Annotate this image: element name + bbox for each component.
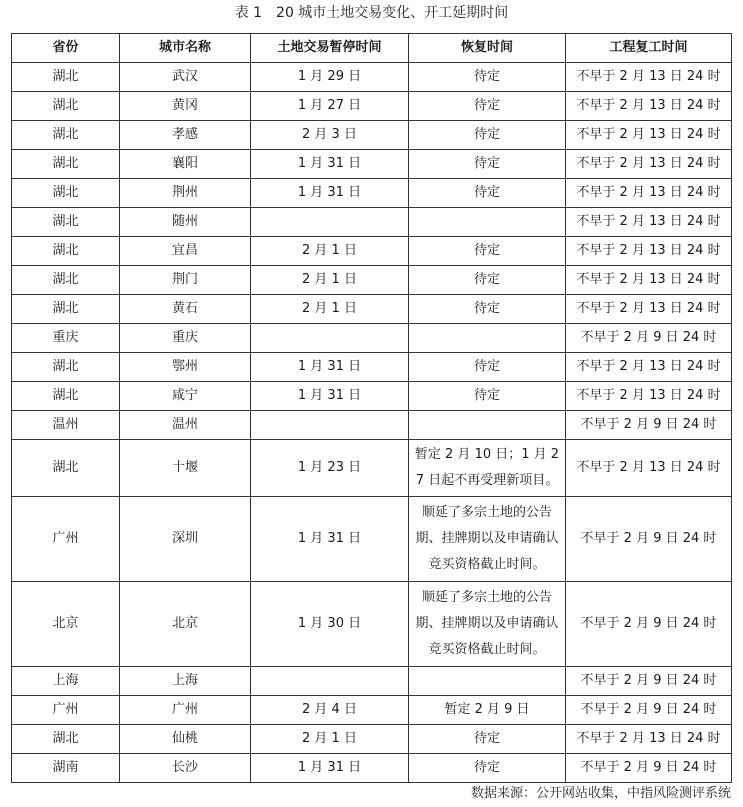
table-row [12,725,732,754]
suspension-date-cell: 1 月 31 日 [251,382,409,411]
province-cell: 湖北 [12,237,120,266]
city-cell: 仙桃 [120,725,251,754]
province-cell: 湖北 [12,353,120,382]
suspension-date-cell [251,324,409,353]
construction-resume-cell: 不早于 2 月 13 日 24 时 [566,63,732,92]
province-cell: 湖北 [12,382,120,411]
city-cell: 黄冈 [120,92,251,121]
construction-resume-cell: 不早于 2 月 13 日 24 时 [566,725,732,754]
construction-resume-cell: 不早于 2 月 13 日 24 时 [566,92,732,121]
construction-resume-cell: 不早于 2 月 9 日 24 时 [566,411,732,440]
province-cell: 湖北 [12,295,120,324]
table-row [12,382,732,411]
suspension-date-cell: 1 月 31 日 [251,497,409,582]
suspension-date-cell: 1 月 27 日 [251,92,409,121]
table-row [12,237,732,266]
province-cell: 湖北 [12,92,120,121]
construction-resume-cell: 不早于 2 月 13 日 24 时 [566,237,732,266]
suspension-date-cell: 2 月 1 日 [251,266,409,295]
city-cell: 咸宁 [120,382,251,411]
resume-date-cell: 待定 [409,295,566,324]
province-cell: 湖北 [12,440,120,497]
table-row [12,179,732,208]
table-row [12,696,732,725]
city-cell: 北京 [120,582,251,667]
resume-date-cell [409,208,566,237]
construction-resume-cell: 不早于 2 月 13 日 24 时 [566,208,732,237]
suspension-date-cell [251,667,409,696]
construction-resume-cell: 不早于 2 月 13 日 24 时 [566,295,732,324]
table-row [12,266,732,295]
city-cell: 武汉 [120,63,251,92]
province-cell: 湖南 [12,754,120,783]
table-row [12,582,732,667]
construction-resume-cell: 不早于 2 月 9 日 24 时 [566,667,732,696]
resume-date-cell [409,411,566,440]
province-cell: 湖北 [12,725,120,754]
construction-resume-cell: 不早于 2 月 9 日 24 时 [566,324,732,353]
table-header-row [12,34,732,63]
data-source-note: 数据来源：公开网站收集，中指风险测评系统 [470,786,731,801]
table-row [12,353,732,382]
suspension-date-cell: 1 月 23 日 [251,440,409,497]
province-cell: 湖北 [12,208,120,237]
resume-date-cell: 待定 [409,754,566,783]
city-cell: 襄阳 [120,150,251,179]
resume-date-cell: 待定 [409,92,566,121]
city-cell: 十堰 [120,440,251,497]
resume-date-cell: 暂定 2 月 9 日 [409,696,566,725]
city-cell: 长沙 [120,754,251,783]
province-cell: 湖北 [12,266,120,295]
city-cell: 重庆 [120,324,251,353]
resume-date-cell: 待定 [409,63,566,92]
resume-date-cell: 待定 [409,353,566,382]
table-row [12,497,732,582]
column-header-resume-date: 恢复时间 [409,34,566,63]
city-cell: 荆州 [120,179,251,208]
city-cell: 黄石 [120,295,251,324]
construction-resume-cell: 不早于 2 月 9 日 24 时 [566,754,732,783]
table-row [12,295,732,324]
construction-resume-cell: 不早于 2 月 13 日 24 时 [566,266,732,295]
construction-resume-cell: 不早于 2 月 13 日 24 时 [566,382,732,411]
province-cell: 温州 [12,411,120,440]
resume-date-cell: 顺延了多宗土地的公告期、挂牌期以及申请确认竞买资格截止时间。 [409,582,566,667]
construction-resume-cell: 不早于 2 月 13 日 24 时 [566,150,732,179]
resume-date-cell: 待定 [409,266,566,295]
table-row [12,667,732,696]
province-cell: 广州 [12,696,120,725]
table-row [12,150,732,179]
table-row [12,121,732,150]
construction-resume-cell: 不早于 2 月 9 日 24 时 [566,696,732,725]
table-caption: 表 1 20 城市土地交易变化、开工延期时间 [234,5,509,21]
suspension-date-cell [251,411,409,440]
province-cell: 湖北 [12,150,120,179]
suspension-date-cell: 1 月 31 日 [251,754,409,783]
suspension-date-cell: 1 月 31 日 [251,353,409,382]
resume-date-cell: 待定 [409,725,566,754]
column-header-city: 城市名称 [120,34,251,63]
suspension-date-cell: 1 月 29 日 [251,63,409,92]
construction-resume-cell: 不早于 2 月 13 日 24 时 [566,121,732,150]
city-cell: 深圳 [120,497,251,582]
resume-date-cell: 暂定 2 月 10 日；1 月 27 日起不再受理新项目。 [409,440,566,497]
resume-date-cell [409,667,566,696]
suspension-date-cell: 2 月 1 日 [251,295,409,324]
resume-date-cell: 待定 [409,121,566,150]
construction-resume-cell: 不早于 2 月 13 日 24 时 [566,179,732,208]
table-row [12,411,732,440]
resume-date-cell: 待定 [409,237,566,266]
table-row [12,440,732,497]
city-cell: 宜昌 [120,237,251,266]
city-cell: 荆门 [120,266,251,295]
construction-resume-cell: 不早于 2 月 9 日 24 时 [566,497,732,582]
resume-date-cell: 待定 [409,382,566,411]
resume-date-cell [409,324,566,353]
column-header-suspension-date: 土地交易暂停时间 [251,34,409,63]
table-row [12,63,732,92]
suspension-date-cell: 2 月 3 日 [251,121,409,150]
city-cell: 温州 [120,411,251,440]
province-cell: 湖北 [12,121,120,150]
table-row [12,754,732,783]
suspension-date-cell: 2 月 1 日 [251,237,409,266]
table-body [12,63,732,783]
suspension-date-cell: 1 月 30 日 [251,582,409,667]
column-header-province: 省份 [12,34,120,63]
province-cell: 广州 [12,497,120,582]
province-cell: 上海 [12,667,120,696]
suspension-date-cell [251,208,409,237]
suspension-date-cell: 1 月 31 日 [251,179,409,208]
column-header-construction-resume: 工程复工时间 [566,34,732,63]
resume-date-cell: 待定 [409,150,566,179]
construction-resume-cell: 不早于 2 月 13 日 24 时 [566,440,732,497]
table-row [12,92,732,121]
city-cell: 广州 [120,696,251,725]
resume-date-cell: 待定 [409,179,566,208]
suspension-date-cell: 2 月 1 日 [251,725,409,754]
land-transaction-table [11,33,732,783]
province-cell: 重庆 [12,324,120,353]
construction-resume-cell: 不早于 2 月 13 日 24 时 [566,353,732,382]
construction-resume-cell: 不早于 2 月 9 日 24 时 [566,582,732,667]
city-cell: 鄂州 [120,353,251,382]
resume-date-cell: 顺延了多宗土地的公告期、挂牌期以及申请确认竞买资格截止时间。 [409,497,566,582]
city-cell: 上海 [120,667,251,696]
province-cell: 湖北 [12,63,120,92]
table-row [12,324,732,353]
province-cell: 北京 [12,582,120,667]
table-row [12,208,732,237]
city-cell: 随州 [120,208,251,237]
suspension-date-cell: 2 月 4 日 [251,696,409,725]
suspension-date-cell: 1 月 31 日 [251,150,409,179]
city-cell: 孝感 [120,121,251,150]
province-cell: 湖北 [12,179,120,208]
